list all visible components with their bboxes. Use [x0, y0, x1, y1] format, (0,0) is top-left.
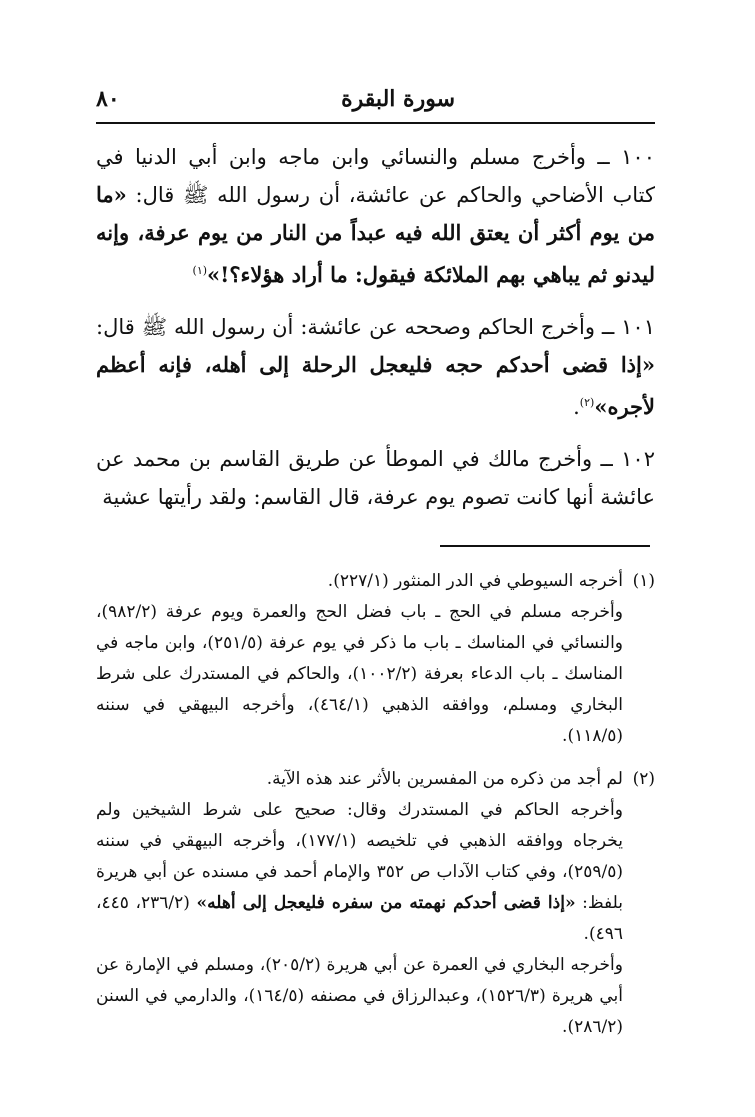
footnote-body-text: وأخرجه الحاكم في المستدرك وقال: صحيح على شرط الشيخين ولم يخرجاه ووافقه الذهبي في تلخيصه (١٧٧/١)، وأخرجه البيهقي في سننه (٢٥٩/٥)، وفي كتاب الآداب ص ٣٥٢ والإمام أحمد في مسنده عن أبي هريرة بلفظ:	[96, 800, 624, 913]
footnote-ref: (٢)	[579, 396, 595, 409]
footnote-first-line: أخرجه السيوطي في الدر المنثور (٢٢٧/١).	[327, 571, 623, 591]
narration-100	[96, 138, 655, 294]
footnote-body-end: (٢٣٦/٢، ٤٤٥، ٤٩٦).	[96, 893, 623, 944]
footnote-body: وأخرجه مسلم في الحج ـ باب فضل الحج والعمرة ويوم عرفة (٩٨٢/٢)، والنسائي في المناسك ـ باب ما ذكر في يوم عرفة (٢٥١/٥)، وابن ماجه في المناسك ـ باب الدعاء بعرفة (١٠٠٢/٢)، والحاكم في المستدرك على شرط البخاري ومسلم، ووافقه الذهبي (٤٦٤/١)، وأخرجه البيهقي في سننه (١١٨/٥).	[96, 602, 624, 746]
footnote-quote: «إذا قضى أحدكم نهمته من سفره فليعجل إلى أهله»	[196, 893, 576, 913]
surah-title: سورة البقرة	[341, 86, 455, 112]
narration-end: .	[573, 395, 580, 419]
hadith-quote: «إذا قضى أحدكم حجه فليعجل الرحلة إلى أهله، فإنه أعظم لأجره»	[96, 352, 655, 419]
footnote-number: (١)	[632, 571, 655, 591]
footnote-ref: (١)	[192, 264, 208, 277]
footnote-extra: وأخرجه البخاري في العمرة عن أبي هريرة (٢٠٥/٢)، ومسلم في الإمارة عن أبي هريرة (١٥٢٦/٣)، وعبدالرزاق في مصنفه (١٦٤/٥)، والدارمي في السنن (٢٨٦/٢).	[96, 955, 623, 1037]
footnote-body	[96, 795, 655, 950]
footnote-number: (٢)	[632, 769, 655, 789]
narration-text: ١٠٠ ــ وأخرج مسلم والنسائي وابن ماجه وابن أبي الدنيا في كتاب الأضاحي والحاكم عن عائشة، أن رسول الله ﷺ قال:	[96, 145, 655, 207]
footnote-divider	[440, 545, 650, 547]
narration-text: ١٠٢ ــ وأخرج مالك في الموطأ عن طريق القاسم بن محمد عن عائشة أنها كانت تصوم يوم عرفة، قال القاسم: ولقد رأيتها عشية	[96, 447, 655, 509]
narration-102	[96, 440, 655, 516]
narration-text: ١٠١ ــ وأخرج الحاكم وصححه عن عائشة: أن رسول الله ﷺ قال:	[96, 315, 655, 339]
footnote-first-line: لم أجد من ذكره من المفسرين بالأثر عند هذه الآية.	[266, 769, 623, 789]
hadith-quote: «ما من يوم أكثر أن يعتق الله فيه عبداً من النار من يوم عرفة، وإنه ليدنو ثم يباهي بهم الملائكة فيقول: ما أراد هؤلاء؟!»	[96, 182, 655, 287]
footnote-2	[96, 764, 655, 1043]
footnote-1	[96, 566, 655, 752]
narration-101	[96, 308, 655, 426]
header-divider	[96, 122, 655, 124]
page-number: ٨٠	[96, 86, 120, 112]
